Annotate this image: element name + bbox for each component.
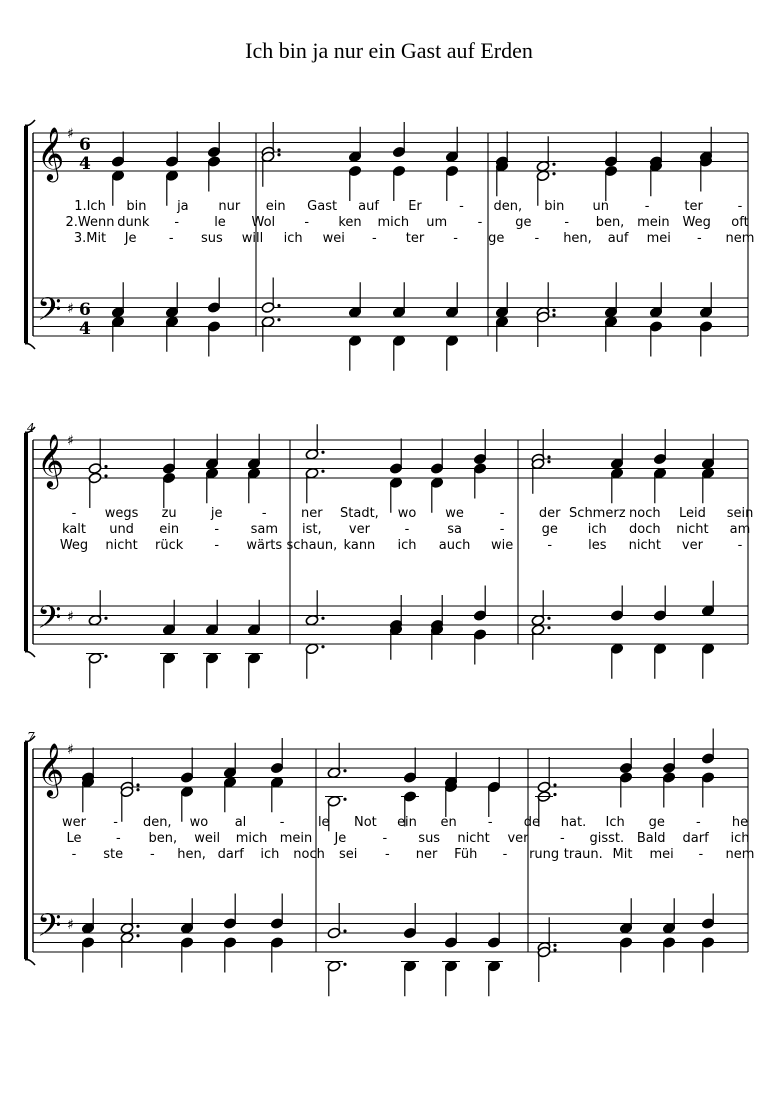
- soprano-note: [653, 429, 667, 465]
- lyric-syllable: hat.: [560, 815, 587, 830]
- bass-note: [485, 960, 503, 996]
- bass-note: [261, 316, 280, 352]
- alto-note: [701, 467, 715, 503]
- lyric-syllable: wegs: [104, 506, 139, 521]
- tenor-note: [495, 282, 509, 318]
- soprano-note: [473, 429, 487, 465]
- lyric-syllable: sus: [418, 831, 441, 846]
- lyric-syllable: 1.Ich: [74, 199, 106, 214]
- bass-note: [701, 643, 715, 679]
- bass-note: [389, 624, 403, 660]
- bass-note: [495, 316, 509, 352]
- tenor-note: [662, 898, 676, 934]
- lyric-syllable: -: [644, 199, 650, 214]
- tenor-note: [445, 282, 459, 318]
- lyric-syllable: -: [499, 506, 505, 521]
- lyric-syllable: -: [737, 538, 743, 553]
- lyric-syllable: wo: [397, 506, 417, 521]
- soprano-note: [348, 127, 362, 163]
- lyric-syllable: -: [499, 522, 505, 537]
- key-signature-sharp-icon: ♯: [67, 609, 74, 625]
- lyric-syllable: auch: [438, 538, 471, 553]
- lyric-syllable: Gast: [307, 199, 338, 214]
- alto-note: [348, 165, 362, 201]
- tenor-note: [270, 894, 284, 930]
- bass-note: [430, 624, 444, 660]
- soprano-note: [305, 424, 324, 460]
- lyric-syllable: dunk: [117, 215, 150, 230]
- soprano-note: [701, 729, 715, 765]
- lyric-syllable: bin: [126, 199, 147, 214]
- lyric-syllable: sus: [200, 231, 223, 246]
- lyric-syllable: noch: [629, 506, 661, 521]
- key-signature-sharp-icon: ♯: [67, 301, 74, 317]
- lyric-syllable: darf: [682, 831, 709, 846]
- treble-clef-icon: 𝄞: [37, 433, 65, 487]
- bass-note: [649, 321, 663, 357]
- lyric-syllable: -: [214, 522, 220, 537]
- lyric-syllable: wie: [491, 538, 514, 553]
- lyric-syllable: ein: [265, 199, 286, 214]
- bracket-bottom: [25, 960, 35, 965]
- lyric-syllable: de: [523, 815, 540, 830]
- lyric-syllable: -: [487, 815, 493, 830]
- lyric-syllable: -: [168, 231, 174, 246]
- lyric-syllable: mich: [377, 215, 410, 230]
- lyric-syllable: und: [109, 522, 134, 537]
- lyric-syllable: ken: [338, 215, 362, 230]
- bass-clef-icon: 𝄢: [37, 599, 62, 643]
- alto-note: [162, 472, 176, 508]
- bass-note: [111, 316, 125, 352]
- lyric-syllable: oft: [731, 215, 749, 230]
- lyric-syllable: -: [113, 815, 118, 830]
- lyric-syllable: ja: [177, 199, 189, 214]
- bass-note: [165, 316, 179, 352]
- lyric-syllable: -: [453, 231, 458, 246]
- soprano-note: [270, 738, 284, 774]
- lyric-syllable: Wol: [251, 215, 276, 230]
- time-signature-top: 6: [79, 135, 91, 155]
- lyric-syllable: 2.Wenn: [65, 215, 115, 230]
- bass-note: [610, 643, 624, 679]
- bass-note: [604, 316, 618, 352]
- tenor-note: [444, 913, 458, 949]
- tenor-note: [207, 278, 221, 314]
- alto-note: [701, 772, 715, 808]
- measure-number: 4: [27, 421, 35, 435]
- lyric-syllable: -: [560, 831, 565, 846]
- lyric-syllable: sei: [339, 847, 358, 862]
- soprano-note: [389, 439, 403, 475]
- tenor-note: [120, 898, 139, 934]
- lyric-syllable: hen,: [177, 847, 206, 862]
- lyric-syllable: ein: [159, 522, 180, 537]
- bracket-bottom: [25, 344, 35, 349]
- bass-note: [699, 321, 713, 357]
- bass-note: [442, 960, 460, 996]
- alto-note: [270, 776, 284, 812]
- lyric-syllable: traun.: [563, 847, 603, 862]
- alto-note: [699, 156, 713, 192]
- lyric-syllable: -: [372, 231, 377, 246]
- bass-note: [348, 335, 362, 371]
- lyric-syllable: ich: [260, 847, 280, 862]
- lyric-syllable: will: [241, 231, 264, 246]
- tenor-note: [165, 282, 179, 318]
- bass-clef-icon: 𝄢: [37, 907, 62, 951]
- lyric-syllable: en: [440, 815, 457, 830]
- lyric-syllable: -: [71, 847, 77, 862]
- lyric-syllable: wärts: [246, 538, 283, 553]
- lyric-syllable: doch: [629, 522, 661, 537]
- tenor-note: [348, 282, 362, 318]
- lyric-syllable: sam: [250, 522, 278, 537]
- tenor-note: [653, 586, 667, 622]
- lyric-syllable: Schmerz: [569, 506, 626, 521]
- alto-note: [444, 781, 458, 817]
- lyric-syllable: -: [547, 538, 553, 553]
- lyric-syllable: -: [697, 231, 702, 246]
- tenor-note: [604, 282, 618, 318]
- soprano-note: [165, 132, 179, 168]
- lyric-syllable: Stadt,: [340, 506, 379, 521]
- soprano-note: [445, 127, 459, 163]
- alto-note: [495, 160, 509, 196]
- bracket-top: [25, 120, 35, 125]
- bass-note: [392, 335, 406, 371]
- tenor-note: [88, 590, 107, 626]
- lyric-syllable: darf: [217, 847, 244, 862]
- bass-note: [203, 652, 221, 688]
- lyric-syllable: -: [696, 815, 701, 830]
- alto-note: [247, 467, 261, 503]
- bass-note: [160, 652, 178, 688]
- soprano-note: [392, 122, 406, 158]
- soprano-note: [111, 132, 125, 168]
- alto-note: [430, 477, 444, 513]
- lyric-syllable: un: [592, 199, 609, 214]
- lyric-syllable: der: [538, 506, 561, 521]
- lyric-syllable: ver: [507, 831, 529, 846]
- lyric-syllable: ich: [587, 522, 607, 537]
- alto-note: [392, 165, 406, 201]
- lyric-syllable: nicht: [105, 538, 138, 553]
- key-signature-sharp-icon: ♯: [67, 917, 74, 933]
- lyric-syllable: noch: [293, 847, 325, 862]
- tenor-note: [701, 581, 715, 617]
- alto-note: [487, 781, 501, 817]
- key-signature-sharp-icon: ♯: [67, 126, 74, 142]
- lyric-syllable: ich: [283, 231, 303, 246]
- bass-note: [223, 937, 237, 973]
- key-signature-sharp-icon: ♯: [67, 742, 74, 758]
- lyric-syllable: ver: [348, 522, 370, 537]
- lyric-syllable: -: [737, 199, 743, 214]
- bass-note: [653, 643, 667, 679]
- lyric-syllable: um: [426, 215, 448, 230]
- soprano-note: [701, 434, 715, 470]
- tenor-note: [247, 600, 261, 636]
- lyric-syllable: sein: [726, 506, 754, 521]
- lyric-syllable: al: [234, 815, 247, 830]
- soprano-note: [205, 434, 219, 470]
- key-signature-sharp-icon: ♯: [67, 433, 74, 449]
- lyric-syllable: Je: [334, 831, 347, 846]
- lyric-syllable: he: [731, 815, 749, 830]
- lyric-syllable: sa: [447, 522, 462, 537]
- time-signature-bottom: 4: [79, 154, 91, 174]
- bass-note: [245, 652, 263, 688]
- alto-note: [120, 786, 139, 822]
- soprano-note: [180, 748, 194, 784]
- soprano-note: [604, 132, 618, 168]
- lyric-syllable: -: [279, 815, 285, 830]
- lyric-syllable: -: [404, 522, 410, 537]
- time-signature-bottom: 4: [79, 319, 91, 339]
- lyric-syllable: ter: [684, 199, 703, 214]
- lyric-syllable: Mit: [612, 847, 633, 862]
- lyric-syllable: nicht: [676, 522, 709, 537]
- lyric-syllable: nem: [725, 231, 755, 246]
- tenor-note: [305, 590, 324, 626]
- soprano-note: [619, 738, 633, 774]
- lyric-syllable: Bald: [636, 831, 666, 846]
- lyric-syllable: mich: [235, 831, 268, 846]
- bass-note: [531, 624, 550, 660]
- alto-note: [81, 776, 95, 812]
- tenor-note: [487, 913, 501, 949]
- tenor-note: [180, 898, 194, 934]
- alto-note: [445, 165, 459, 201]
- bass-note: [701, 937, 715, 973]
- lyric-syllable: auf: [607, 231, 629, 246]
- lyric-syllable: -: [564, 215, 570, 230]
- lyric-syllable: zu: [161, 506, 177, 521]
- lyric-syllable: mei: [646, 231, 671, 246]
- alto-note: [619, 772, 633, 808]
- lyric-syllable: -: [459, 199, 464, 214]
- lyric-syllable: le: [214, 215, 226, 230]
- lyric-syllable: den,: [142, 815, 172, 830]
- bass-note: [120, 932, 139, 968]
- lyric-syllable: ge: [515, 215, 532, 230]
- lyric-syllable: les: [588, 538, 607, 553]
- lyric-syllable: am: [729, 522, 751, 537]
- bass-note: [662, 937, 676, 973]
- lyric-syllable: auf: [358, 199, 379, 214]
- lyric-syllable: ver: [681, 538, 703, 553]
- soprano-note: [247, 434, 261, 470]
- lyric-syllable: ist,: [302, 522, 322, 537]
- alto-note: [473, 463, 487, 499]
- lyric-syllable: -: [502, 847, 508, 862]
- alto-note: [610, 467, 624, 503]
- lyric-syllable: -: [71, 506, 77, 521]
- alto-note: [111, 170, 125, 206]
- alto-note: [531, 458, 550, 494]
- lyric-syllable: -: [698, 847, 704, 862]
- lyric-syllable: ge: [648, 815, 665, 830]
- lyric-syllable: nem: [725, 847, 755, 862]
- tenor-note: [111, 282, 125, 318]
- lyric-syllable: we: [445, 506, 464, 521]
- lyric-syllable: kalt: [62, 522, 86, 537]
- lyric-syllable: Füh: [454, 847, 478, 862]
- bass-note: [305, 643, 324, 679]
- soprano-note: [403, 748, 417, 784]
- alto-note: [305, 467, 324, 503]
- alto-note: [604, 165, 618, 201]
- lyric-syllable: 3.Mit: [73, 231, 107, 246]
- lyric-syllable: Je: [124, 231, 137, 246]
- lyric-syllable: -: [116, 831, 121, 846]
- lyric-syllable: mei: [649, 847, 674, 862]
- lyric-syllable: Weg: [59, 538, 89, 553]
- soprano-note: [223, 743, 237, 779]
- lyric-syllable: Leid: [678, 506, 706, 521]
- tenor-note: [223, 894, 237, 930]
- lyric-syllable: bin: [544, 199, 565, 214]
- alto-note: [261, 151, 280, 187]
- lyric-syllable: ner: [415, 847, 438, 862]
- lyric-syllable: je: [210, 506, 223, 521]
- bass-note: [619, 937, 633, 973]
- lyric-syllable: den,: [493, 199, 523, 214]
- alto-note: [662, 772, 676, 808]
- lyric-syllable: Not: [353, 815, 377, 830]
- tenor-note: [403, 903, 417, 939]
- lyric-syllable: mein: [637, 215, 670, 230]
- soprano-note: [207, 122, 221, 158]
- lyric-syllable: ter: [405, 231, 425, 246]
- lyric-syllable: weil: [194, 831, 221, 846]
- soprano-note: [610, 434, 624, 470]
- bass-note: [270, 937, 284, 973]
- bass-note: [207, 321, 221, 357]
- tenor-note: [162, 600, 176, 636]
- lyric-syllable: -: [385, 847, 390, 862]
- lyric-syllable: wer: [62, 815, 86, 830]
- lyric-syllable: wo: [189, 815, 209, 830]
- tenor-note: [531, 590, 550, 626]
- tenor-note: [619, 898, 633, 934]
- bass-note: [81, 937, 95, 973]
- lyric-syllable: mein: [279, 831, 313, 846]
- lyric-syllable: ge: [541, 522, 558, 537]
- soprano-note: [430, 439, 444, 475]
- lyric-syllable: le: [317, 815, 330, 830]
- lyric-syllable: schaun,: [286, 538, 338, 553]
- alto-note: [649, 160, 663, 196]
- tenor-note: [699, 282, 713, 318]
- lyric-syllable: ben,: [148, 831, 178, 846]
- bass-clef-icon: 𝄢: [37, 291, 62, 335]
- tenor-note: [205, 600, 219, 636]
- lyric-syllable: ben,: [595, 215, 625, 230]
- lyric-syllable: Weg: [682, 215, 711, 230]
- alto-note: [207, 156, 221, 192]
- lyric-syllable: -: [477, 215, 483, 230]
- time-signature-top: 6: [79, 300, 91, 320]
- lyric-syllable: rung: [529, 847, 560, 862]
- tenor-note: [473, 586, 487, 622]
- lyric-syllable: gisst.: [589, 831, 625, 846]
- treble-clef-icon: 𝄞: [37, 742, 65, 796]
- tenor-note: [81, 898, 95, 934]
- lyric-syllable: Ich: [605, 815, 625, 830]
- lyric-syllable: nur: [218, 199, 241, 214]
- soprano-note: [662, 738, 676, 774]
- alto-note: [223, 776, 237, 812]
- tenor-note: [610, 586, 624, 622]
- lyric-syllable: wei: [322, 231, 345, 246]
- soprano-note: [327, 743, 346, 779]
- lyric-syllable: kann: [343, 538, 376, 553]
- measure-number: 7: [27, 730, 35, 744]
- bass-note: [401, 960, 419, 996]
- lyric-syllable: ner: [301, 506, 323, 521]
- lyric-syllable: -: [382, 831, 388, 846]
- lyric-syllable: ich: [397, 538, 417, 553]
- lyric-syllable: ich: [730, 831, 750, 846]
- bracket-bottom: [25, 652, 35, 657]
- lyric-syllable: -: [150, 847, 155, 862]
- lyric-syllable: Er: [408, 199, 422, 214]
- page-title: Ich bin ja nur ein Gast auf Erden: [245, 38, 533, 63]
- tenor-note: [392, 282, 406, 318]
- tenor-note: [649, 282, 663, 318]
- tenor-note: [701, 894, 715, 930]
- treble-clef-icon: 𝄞: [37, 126, 65, 180]
- lyric-syllable: ste: [103, 847, 124, 862]
- bass-note: [445, 335, 459, 371]
- lyric-syllable: -: [304, 215, 310, 230]
- lyric-syllable: -: [534, 231, 540, 246]
- lyric-syllable: hen,: [563, 231, 592, 246]
- lyric-syllable: -: [174, 215, 180, 230]
- lyric-syllable: -: [214, 538, 220, 553]
- alto-note: [205, 467, 219, 503]
- lyric-syllable: -: [261, 506, 267, 521]
- soprano-note: [162, 439, 176, 475]
- alto-note: [653, 467, 667, 503]
- bass-note: [325, 960, 347, 996]
- bass-note: [86, 652, 108, 688]
- lyric-syllable: ge: [488, 231, 505, 246]
- lyric-syllable: rück: [155, 538, 184, 553]
- lyric-syllable: nicht: [457, 831, 490, 846]
- soprano-note: [536, 136, 555, 172]
- lyric-syllable: Le: [66, 831, 82, 846]
- bass-note: [180, 937, 194, 973]
- lyric-syllable: nicht: [628, 538, 662, 553]
- lyric-syllable: ein: [397, 815, 417, 830]
- bass-note: [473, 629, 487, 665]
